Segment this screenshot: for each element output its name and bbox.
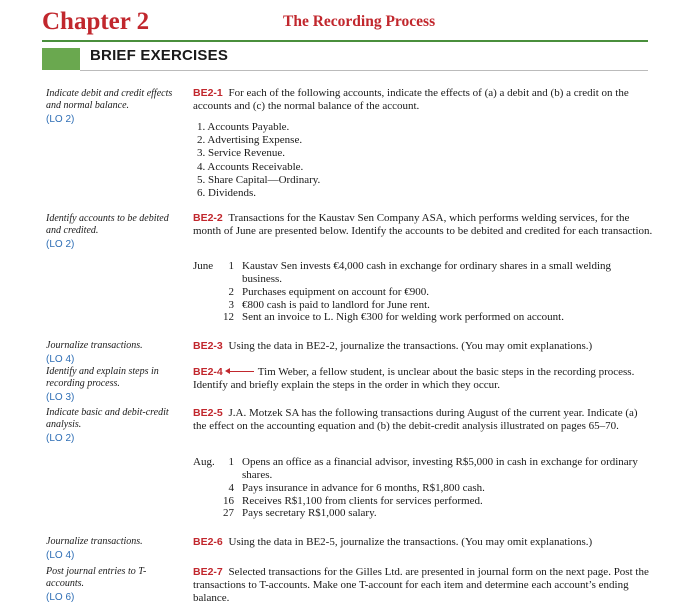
section-marker	[42, 48, 80, 70]
learning-objective: (LO 2)	[46, 433, 75, 444]
chapter-title: The Recording Process	[283, 13, 436, 30]
exercise-text: Selected transactions for the Gilles Ltd. are presented in journal form on the next page. Post the transactions to T-accounts. Make one T-account for each item and determine each account’s ending balance.	[193, 566, 649, 604]
exercise-text: For each of the following accounts, indicate the effects of (a) a debit and (b) a credit on the accounts and (c) the normal balance of the account.	[193, 87, 629, 112]
list-item: 1. Accounts Payable.	[197, 121, 290, 133]
exercise-be2-2	[193, 212, 653, 238]
day-label: 1	[228, 260, 234, 272]
learning-objective: (LO 4)	[46, 354, 75, 365]
learning-objective: (LO 4)	[46, 550, 75, 561]
exercise-code: BE2-7	[193, 566, 223, 578]
learning-objective: (LO 2)	[46, 114, 75, 125]
sidenote-be2-7: Post journal entries to T-accounts. (LO 6)	[46, 566, 176, 604]
learning-objective: (LO 6)	[46, 592, 75, 603]
exercise-be2-4	[193, 366, 653, 392]
list-item: 2. Advertising Expense.	[197, 134, 303, 147]
exercise-code: BE2-5	[193, 407, 223, 419]
day-label: 2	[228, 286, 234, 298]
exercise-be2-1	[193, 87, 653, 113]
header-rule	[42, 40, 648, 42]
transaction-row	[193, 299, 653, 312]
transaction-row	[193, 495, 653, 508]
list-item: 5. Share Capital—Ordinary.	[197, 173, 321, 186]
transaction-text: Opens an office as a financial advisor, investing R$5,000 in cash in exchange for ordinary shares.	[242, 456, 638, 481]
transaction-text: Kaustav Sen invests €4,000 cash in exchange for ordinary shares in a small welding business.	[242, 260, 612, 285]
day-label: 27	[223, 507, 234, 519]
transaction-row	[193, 482, 653, 495]
list-item: 6. Dividends.	[197, 187, 256, 200]
transaction-text: Pays secretary R$1,000 salary.	[242, 507, 377, 519]
sidenote-be2-6: Journalize transactions. (LO 4)	[46, 536, 176, 562]
transaction-text: Pays insurance in advance for 6 months, R$1,800 cash.	[242, 482, 485, 494]
transaction-text: €800 cash is paid to landlord for June rent.	[242, 298, 430, 311]
day-label: 4	[228, 482, 234, 494]
day-label: 1	[228, 456, 234, 468]
transaction-row	[193, 456, 653, 481]
sidenote-be2-5: Indicate basic and debit-credit analysis. (LO 2)	[46, 407, 176, 445]
exercise-code: BE2-4	[193, 366, 223, 378]
list-item: 3. Service Revenue.	[197, 147, 285, 160]
sidenote-be2-3: Journalize transactions. (LO 4)	[46, 340, 176, 366]
month-label: Aug.	[193, 456, 215, 468]
exercise-text: J.A. Motzek SA has the following transactions during August of the current year. Indicate (a) the effect on the accounting equation and (b) the debit-credit analysis illustrated on pages 65–70.	[193, 407, 638, 432]
section-title: BRIEF EXERCISES	[90, 47, 229, 64]
transaction-text: Receives R$1,100 from clients for services performed.	[242, 494, 483, 507]
sidenote-be2-4: Identify and explain steps in recording process. (LO 3)	[46, 366, 176, 404]
transaction-row	[193, 507, 653, 520]
list-item: 4. Accounts Receivable.	[197, 160, 304, 173]
transaction-row	[193, 286, 653, 299]
exercise-text: Transactions for the Kaustav Sen Company ASA, which performs welding services, for the month of June are presented below. Identify the accounts to be debited and credited for each transaction.	[193, 212, 653, 237]
exercise-text: Tim Weber, a fellow student, is unclear about the basic steps in the recording process. Identify and briefly explain the steps in the order in which they occur.	[193, 366, 635, 391]
day-label: 16	[223, 494, 234, 507]
exercise-code: BE2-2	[193, 212, 223, 224]
learning-objective: (LO 2)	[46, 239, 75, 250]
section-rule	[80, 70, 648, 71]
exercise-be2-3	[193, 340, 653, 353]
exercise-code: BE2-1	[193, 87, 223, 99]
learning-objective: (LO 3)	[46, 392, 75, 403]
transaction-text: Sent an invoice to L. Nigh €300 for welding work performed on account.	[242, 311, 564, 323]
exercise-text: Using the data in BE2-5, journalize the transactions. (You may omit explanations.)	[228, 536, 593, 548]
transaction-row	[193, 260, 653, 285]
arrow-icon	[228, 371, 254, 372]
transaction-list-june	[193, 260, 653, 324]
exercise-code: BE2-3	[193, 340, 223, 352]
day-label: 3	[228, 298, 234, 311]
exercise-be2-5	[193, 407, 653, 433]
transaction-row	[193, 311, 653, 324]
exercise-be2-7	[193, 566, 653, 605]
month-label: June	[193, 260, 214, 272]
exercise-be2-6	[193, 536, 653, 549]
sidenote-be2-1: Indicate debit and credit effects and normal balance. (LO 2)	[46, 88, 176, 126]
day-label: 12	[223, 311, 234, 323]
sidenote-be2-2: Identify accounts to be debited and credited. (LO 2)	[46, 213, 176, 251]
transaction-list-august	[193, 456, 653, 520]
exercise-code: BE2-6	[193, 536, 223, 548]
exercise-text: Using the data in BE2-2, journalize the transactions. (You may omit explanations.)	[228, 340, 593, 352]
account-list	[197, 121, 320, 200]
chapter-label: Chapter 2	[42, 8, 150, 35]
transaction-text: Purchases equipment on account for €900.	[242, 286, 429, 298]
